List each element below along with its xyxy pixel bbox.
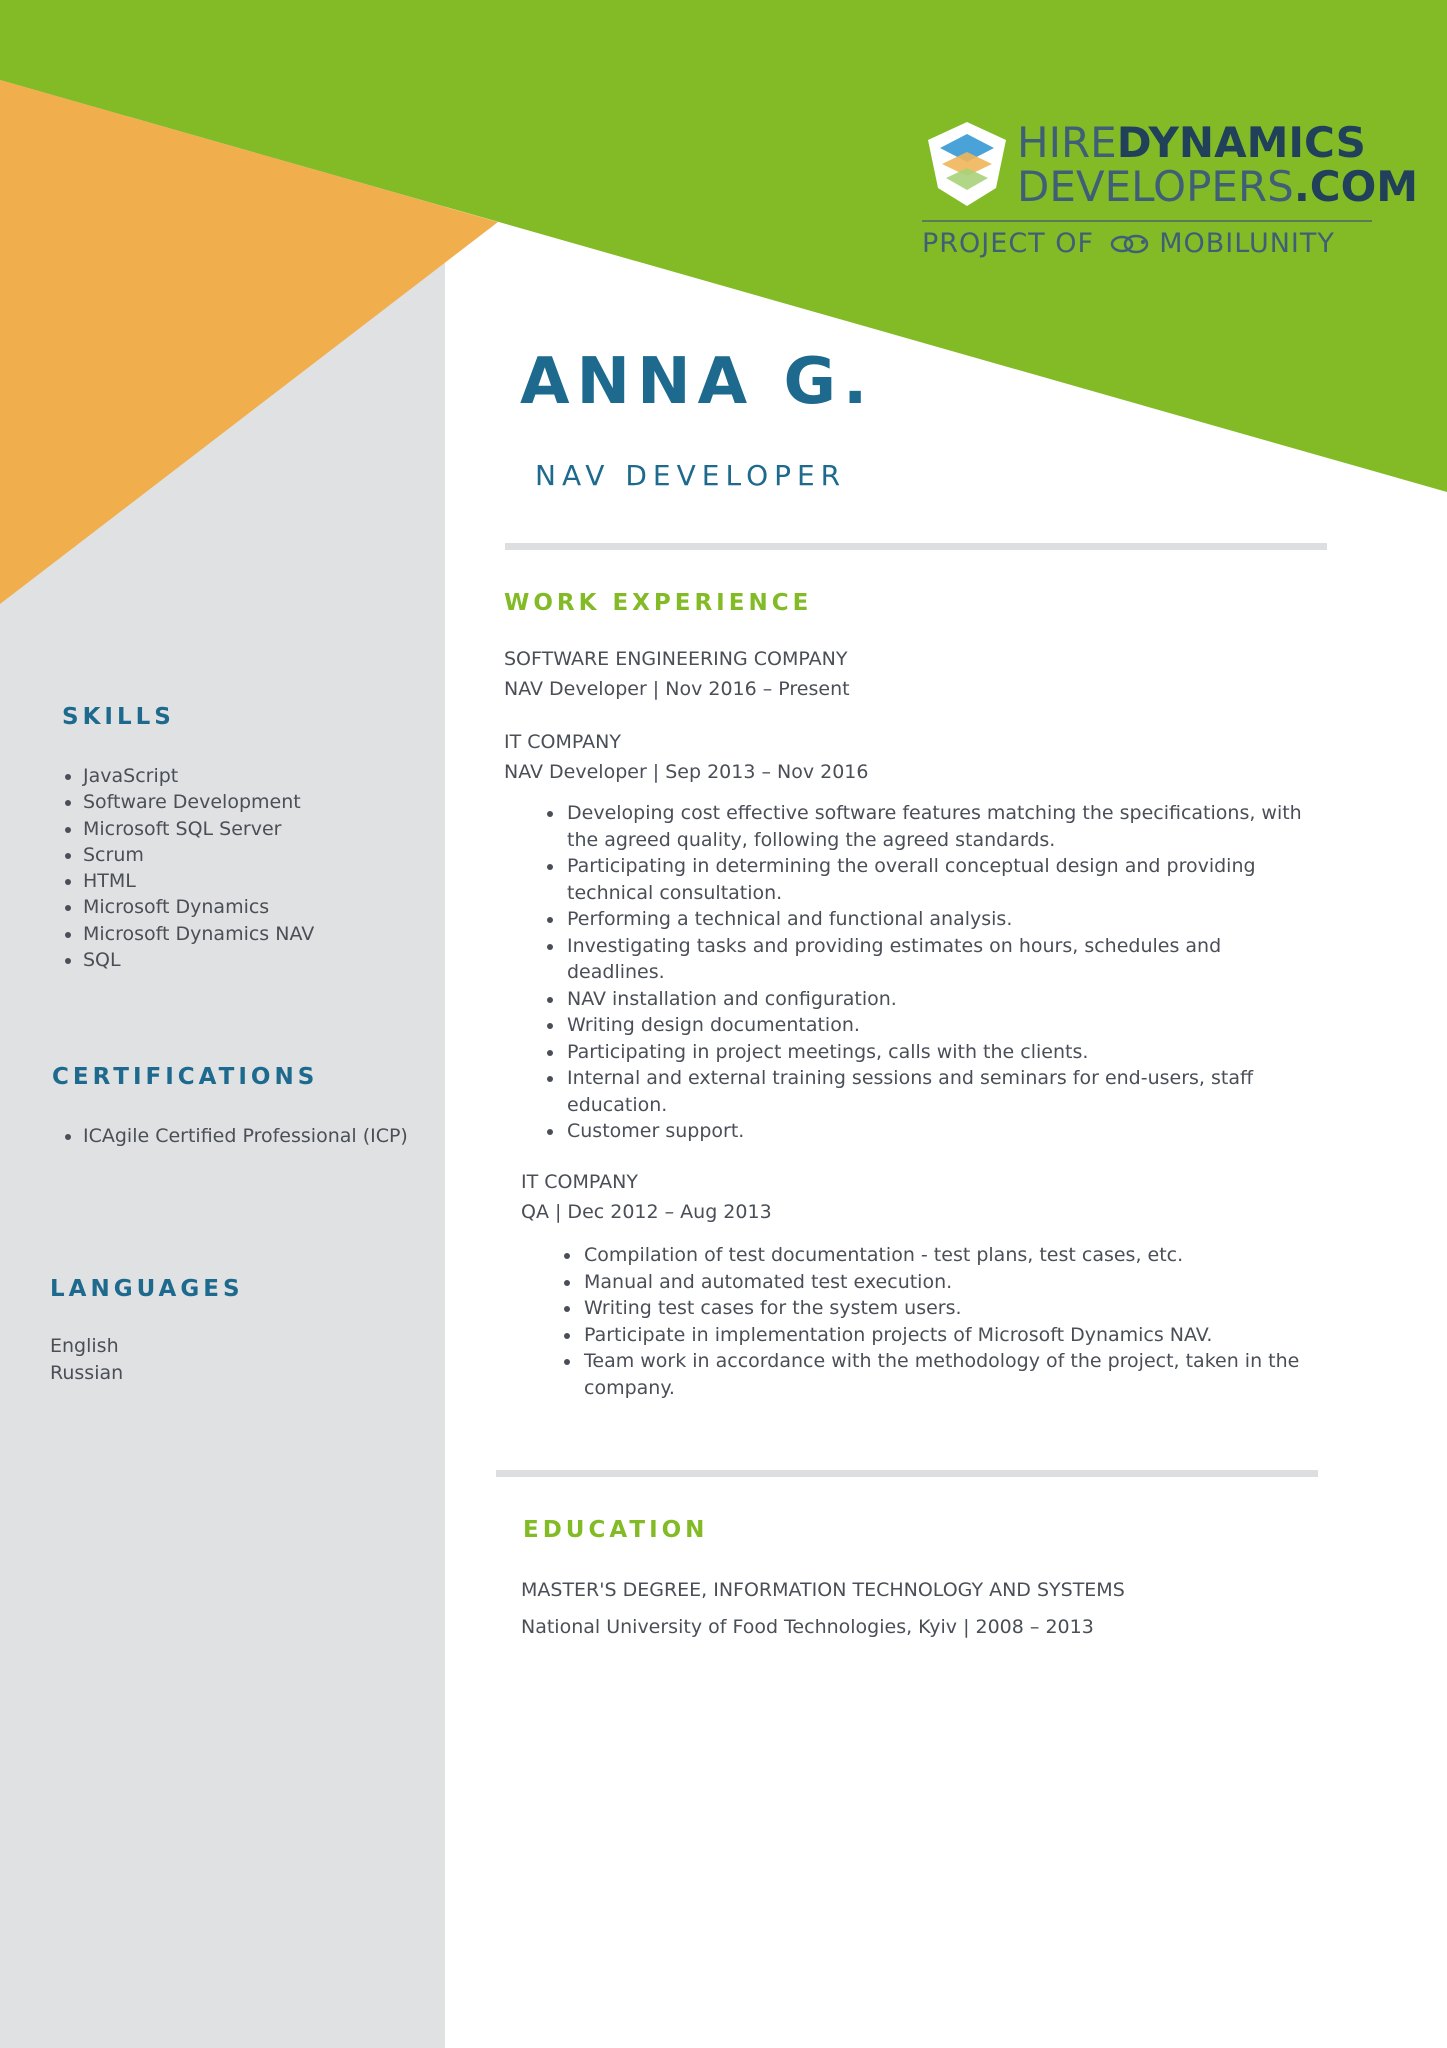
duty-item: • Customer support. (565, 1118, 1305, 1145)
skill-item: • Scrum (83, 842, 314, 868)
job-title: NAV DEVELOPER (535, 459, 847, 492)
job-company: IT COMPANY (504, 731, 621, 753)
duty-item: • Performing a technical and functional analysis. (565, 906, 1305, 933)
logo-icon (922, 120, 1012, 208)
duty-item: • Participating in project meetings, calls with the clients. (565, 1039, 1305, 1066)
education-school: National University of Food Technologies, Kyiv | 2008 – 2013 (521, 1616, 1094, 1638)
skills-list (62, 763, 314, 973)
duty-item: • Developing cost effective software features matching the specifications, with the agreed quality, following the agreed standards. (565, 800, 1305, 853)
duty-item: • Manual and automated test execution. (582, 1269, 1322, 1296)
duty-item: • Investigating tasks and providing estimates on hours, schedules and deadlines. (565, 933, 1305, 986)
duty-item: • Writing design documentation. (565, 1012, 1305, 1039)
skill-item: • Microsoft SQL Server (83, 816, 314, 842)
skill-item: • JavaScript (83, 763, 314, 789)
skill-item: • Microsoft Dynamics NAV (83, 921, 314, 947)
logo-divider (922, 220, 1372, 222)
job-position: NAV Developer | Nov 2016 – Present (504, 678, 850, 700)
header-divider (505, 543, 1327, 550)
duty-item: • Writing test cases for the system users. (582, 1295, 1322, 1322)
job-duties-list (544, 800, 1305, 1145)
job-company: IT COMPANY (521, 1171, 638, 1193)
duty-item: • Team work in accordance with the methodology of the project, taken in the company. (582, 1348, 1322, 1401)
company-logo (922, 118, 1419, 260)
certifications-heading: CERTIFICATIONS (52, 1064, 319, 1090)
skill-item: • Microsoft Dynamics (83, 894, 314, 920)
logo-line-2: DEVELOPERS.COM (1017, 162, 1419, 211)
skill-item: • HTML (83, 868, 314, 894)
certification-item: • ICAgile Certified Professional (ICP) (83, 1123, 413, 1149)
mobilunity-icon (1110, 233, 1150, 255)
language-item: Russian (50, 1362, 124, 1384)
duty-item: • Participating in determining the overall conceptual design and providing technical consultation. (565, 853, 1305, 906)
job-duties-list (561, 1242, 1322, 1401)
job-company: SOFTWARE ENGINEERING COMPANY (504, 648, 848, 670)
skills-heading: SKILLS (62, 704, 175, 730)
work-experience-heading: WORK EXPERIENCE (504, 590, 813, 616)
logo-project-line: PROJECT OF MOBILUNITY (922, 228, 1335, 259)
duty-item: • Compilation of test documentation - test plans, test cases, etc. (582, 1242, 1322, 1269)
candidate-name: ANNA G. (520, 345, 875, 419)
section-divider (496, 1470, 1318, 1477)
duty-item: • Internal and external training sessions and seminars for end-users, staff education. (565, 1065, 1305, 1118)
education-degree: MASTER'S DEGREE, INFORMATION TECHNOLOGY AND SYSTEMS (521, 1579, 1125, 1601)
languages-list (50, 1333, 123, 1387)
skill-item: • SQL (83, 947, 314, 973)
logo-line-1: HIREDYNAMICS (1017, 118, 1366, 167)
job-position: QA | Dec 2012 – Aug 2013 (521, 1201, 772, 1223)
duty-item: • NAV installation and configuration. (565, 986, 1305, 1013)
skill-item: • Software Development (83, 789, 314, 815)
language-item: English (50, 1335, 119, 1357)
languages-heading: LANGUAGES (50, 1276, 244, 1302)
education-heading: EDUCATION (523, 1517, 709, 1543)
certifications-list (62, 1123, 413, 1149)
job-position: NAV Developer | Sep 2013 – Nov 2016 (504, 761, 869, 783)
duty-item: • Participate in implementation projects of Microsoft Dynamics NAV. (582, 1322, 1322, 1349)
